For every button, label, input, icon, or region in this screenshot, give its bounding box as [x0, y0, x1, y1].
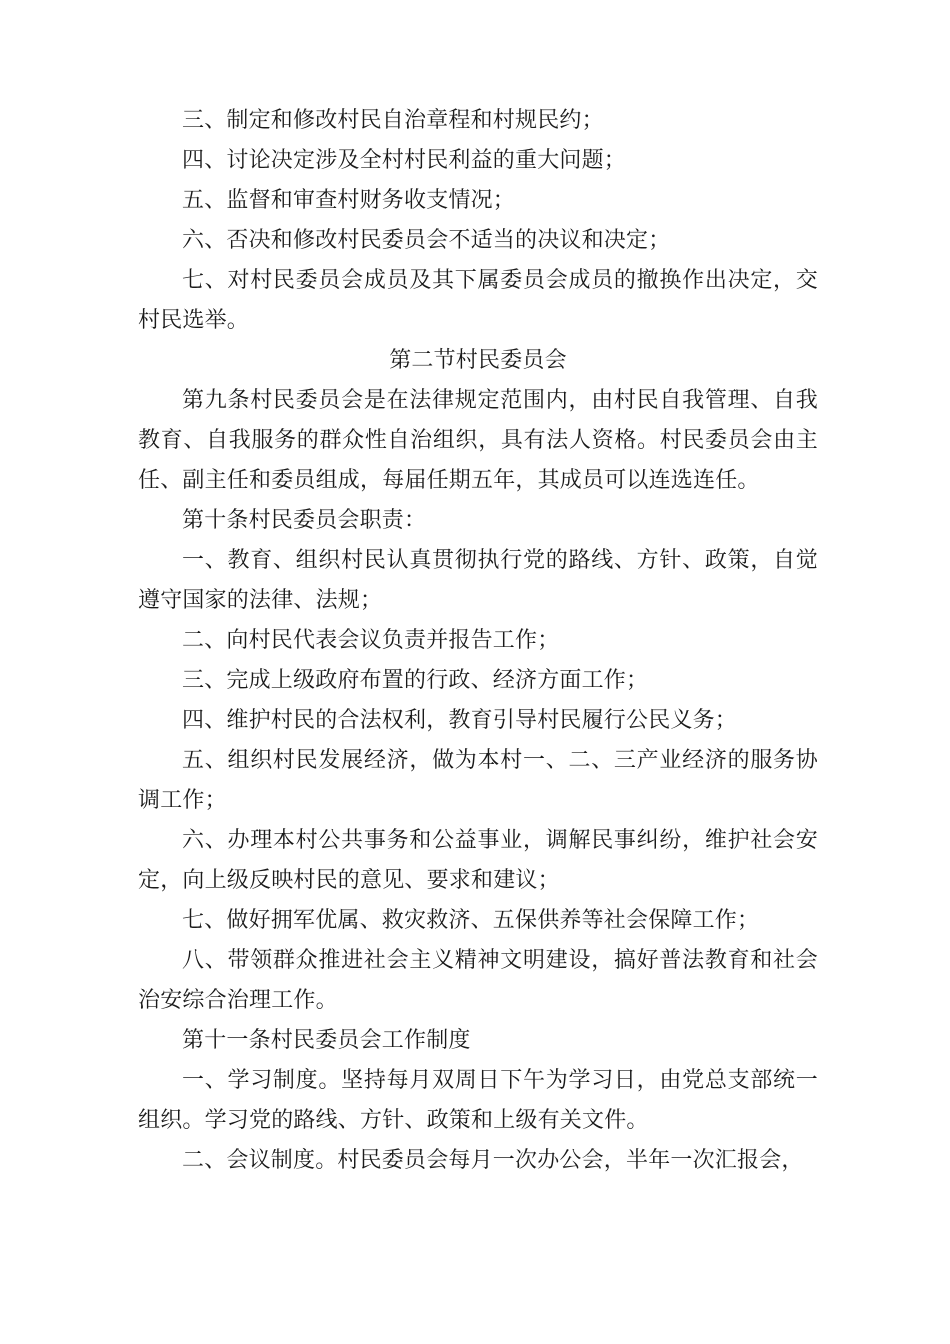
duty-item-7: 七、做好拥军优属、救灾救济、五保供养等社会保障工作；	[182, 908, 760, 933]
system-item-2: 二、会议制度。村民委员会每月一次办公会，半年一次汇报会，	[182, 1148, 804, 1173]
paragraph-item-7: 七、对村民委员会成员及其下属委员会成员的撤换作出决定，交村民选举。	[138, 268, 818, 333]
duty-item-6: 六、办理本村公共事务和公益事业，调解民事纠纷，维护社会安定，向上级反映村民的意见、要求和建议；	[138, 828, 818, 893]
duty-item-3: 三、完成上级政府布置的行政、经济方面工作；	[182, 668, 649, 693]
paragraph-item-4: 四、讨论决定涉及全村村民利益的重大问题；	[182, 148, 627, 173]
duty-item-8: 八、带领群众推进社会主义精神文明建设，搞好普法教育和社会治安综合治理工作。	[138, 948, 818, 1013]
paragraph-item-5: 五、监督和审查村财务收支情况；	[182, 188, 516, 213]
article-9: 第九条村民委员会是在法律规定范围内，由村民自我管理、自我教育、自我服务的群众性自治组织，具有法人资格。村民委员会由主任、副主任和委员组成，每届任期五年，其成员可以连选连任。	[138, 388, 818, 493]
duty-item-4: 四、维护村民的合法权利，教育引导村民履行公民义务；	[182, 708, 738, 733]
duty-item-1: 一、教育、组织村民认真贯彻执行党的路线、方针、政策，自觉遵守国家的法律、法规；	[138, 548, 818, 613]
system-item-1: 一、学习制度。坚持每月双周日下午为学习日，由党总支部统一组织。学习党的路线、方针、政策和上级有关文件。	[138, 1068, 818, 1133]
duty-item-5: 五、组织村民发展经济，做为本村一、二、三产业经济的服务协调工作；	[138, 748, 818, 813]
paragraph-item-3: 三、制定和修改村民自治章程和村规民约；	[182, 108, 604, 133]
document-body	[138, 101, 818, 1181]
duty-item-2: 二、向村民代表会议负责并报告工作；	[182, 628, 560, 653]
section-heading: 第二节村民委员会	[389, 348, 567, 373]
article-11-title: 第十一条村民委员会工作制度	[182, 1028, 471, 1053]
article-10-title: 第十条村民委员会职责：	[182, 508, 427, 533]
paragraph-item-6: 六、否决和修改村民委员会不适当的决议和决定；	[182, 228, 671, 253]
